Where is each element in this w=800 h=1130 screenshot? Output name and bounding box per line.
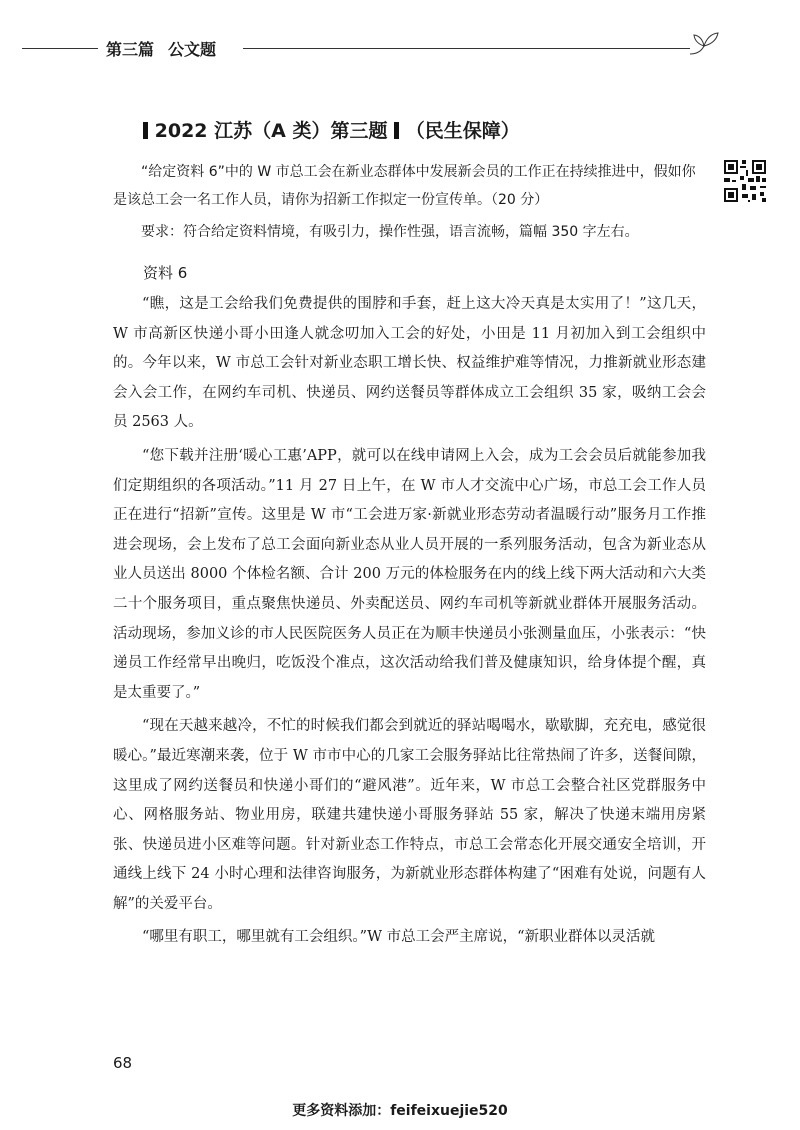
question-requirement: 要求：符合给定资料情境，有吸引力，操作性强，语言流畅，篇幅 350 字左右。 [141,224,639,240]
header-category: 公文题 [168,40,217,59]
section-title-text: 2022 江苏（A 类）第三题 [154,120,388,142]
question-prompt [113,158,706,246]
sprout-icon [688,24,724,58]
header-rule-right [243,48,690,49]
material-paragraph: “您下载并注册‘暖心工惠’APP，就可以在线申请网上入会，成为工会会员后就能参加我们定期组织的各项活动。”11 月 27 日上午，在 W 市人才交流中心广场，市总工会工作人员正在进行“招新”宣传。这里是 W 市“工会进万家·新就业形态劳动者温暖行动”服务月工作推进会现场，会上发布了总工会面向新业态从业人员开展的一系列服务活动，包含为新业态从业人员送出 8000 个体检名额、合计 200 万元的体检服务在内的线上线下两大活动和六大类二十个服务项目，重点聚焦快递员、外卖配送员、网约车司机等新就业群体开展服务活动。活动现场，参加义诊的市人民医院医务人员正在为顺丰快递员小张测量血压，小张表示：“快递员工作经常早出晚归，吃饭没个准点，这次活动给我们普及健康知识，给身体提个醒，真是太重要了。” [113,447,706,701]
header-part: 第三篇 [106,40,155,59]
material-paragraph: “瞧，这是工会给我们免费提供的围脖和手套，赶上这大冷天真是太实用了！”这几天，W 市高新区快递小哥小田逢人就念叨加入工会的好处，小田是 11 月初加入到工会组织中的。今年以来，W 市总工会针对新业态职工增长快、权益维护难等情况，力推新就业形态建会入会工作，在网约车司机、快递员、网约送餐员等群体成立工会组织 35 家，吸纳工会会员 2563 人。 [113,296,706,431]
material-label: 资料 6 [143,264,188,282]
page-header [0,28,800,68]
section-topic: （民生保障） [405,120,520,142]
question-text: “给定资料 6”中的 W 市总工会在新业态群体中发展新会员的工作正在持续推进中，假如你是该总工会一名工作人员，请你为招新工作拟定一份宣传单。（20 分） [113,164,696,208]
title-bar-right [394,122,399,139]
qr-code-icon [722,158,768,204]
title-bar-left [143,122,148,139]
material-paragraph: “现在天越来越冷，不忙的时候我们都会到就近的驿站喝喝水，歇歇脚，充充电，感觉很暖心。”最近寒潮来袭，位于 W 市市中心的几家工会服务驿站比往常热闹了许多，送餐间隙，这里成了网约送餐员和快递小哥们的“避风港”。近年来，W 市总工会整合社区党群服务中心、网格服务站、物业用房，联建共建快递小哥服务驿站 55 家，解决了快递末端用房紧张、快递员进小区难等问题。针对新业态工作特点，市总工会常态化开展交通安全培训，开通线上线下 24 小时心理和法律咨询服务，为新就业形态群体构建了“困难有处说，问题有人解”的关爱平台。 [113,718,706,912]
material-paragraph: “哪里有职工，哪里就有工会组织。”W 市总工会严主席说，“新职业群体以灵活就 [142,929,655,946]
material-body [113,290,706,957]
footer-note: 更多资料添加：feifeixuejie520 [292,1103,508,1119]
section-title [143,116,520,143]
page-number: 68 [113,1054,133,1072]
header-rule-left [22,48,98,49]
header-text [106,37,216,60]
